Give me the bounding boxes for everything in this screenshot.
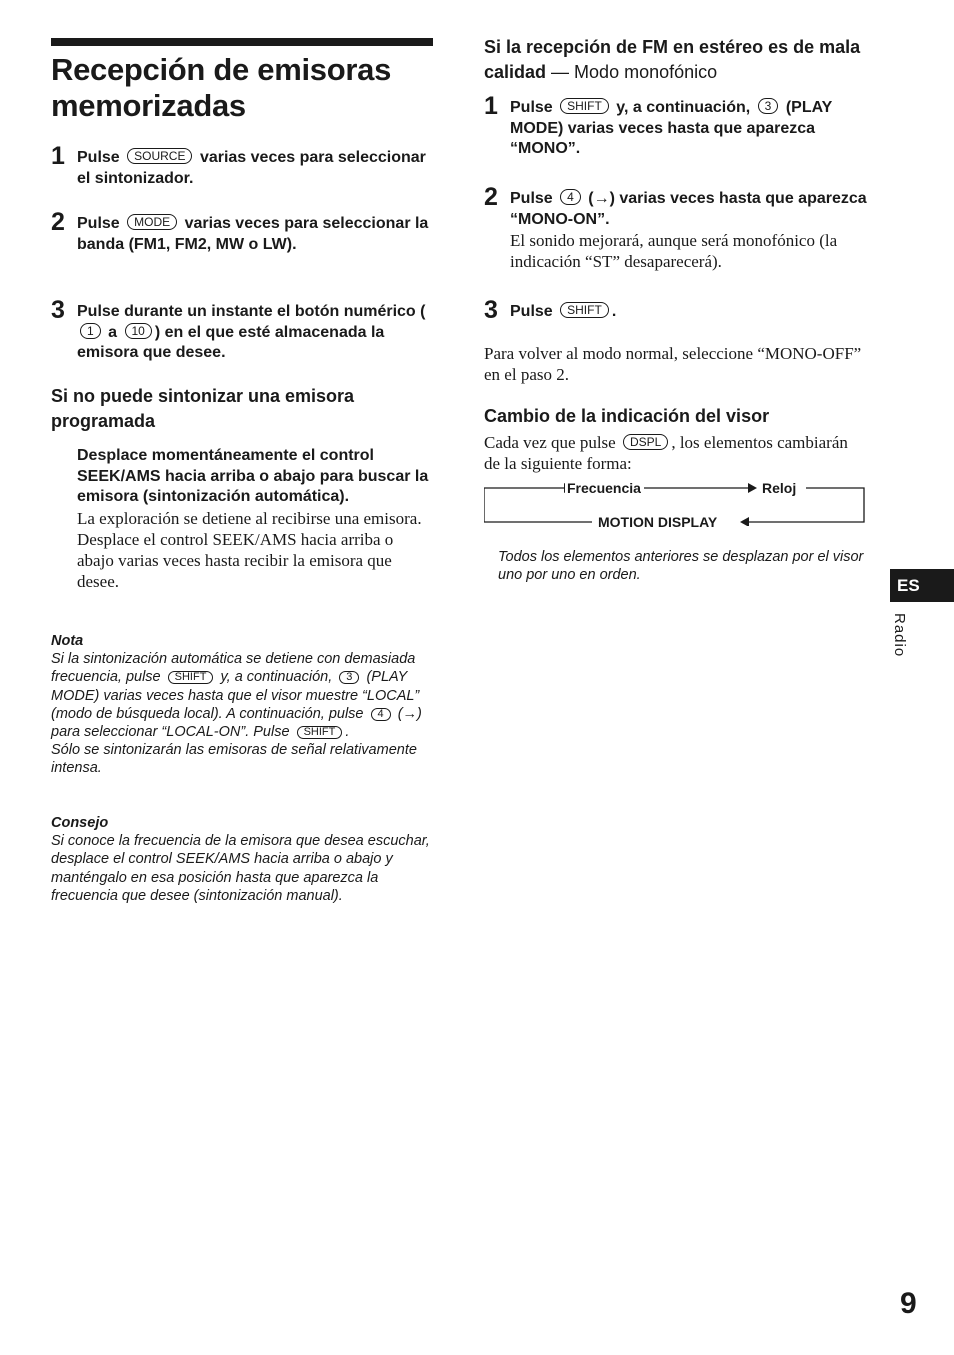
left-step-1 <box>51 142 433 189</box>
step-number: 1 <box>51 142 65 170</box>
step-number: 1 <box>484 92 498 120</box>
seek-instructions <box>51 446 433 592</box>
page-number: 9 <box>900 1287 917 1320</box>
seek-subheading: Si no puede sintonizar una emisora programada <box>51 386 355 431</box>
shift-key: SHIFT <box>297 726 343 739</box>
step-number: 2 <box>51 208 65 236</box>
key-3: 3 <box>339 671 359 684</box>
page-title: Recepción de emisoras memorizadas <box>51 52 392 123</box>
display-heading: Cambio de la indicación del visor <box>484 406 770 426</box>
step-text: Pulse <box>77 149 120 166</box>
right-step-1: 1 Pulse SHIFT y, a continuación, 3 (PLAY MODE) varias veces hasta que aparezca “MONO”. <box>484 92 833 157</box>
left-step-3 <box>51 296 433 364</box>
consejo-label: Consejo <box>51 815 109 831</box>
section-label <box>884 613 910 683</box>
diagram-reloj: Reloj <box>762 480 797 496</box>
display-cycle-diagram <box>484 478 868 530</box>
key-3: 3 <box>758 98 779 114</box>
arrow-left-icon <box>740 517 749 526</box>
step-number: 3 <box>484 296 498 324</box>
section-label-text: Radio <box>891 613 908 658</box>
right-step-3: 3 Pulse SHIFT . <box>484 296 617 324</box>
step-number: 3 <box>51 296 65 324</box>
mono-heading: Si la recepción de FM en estéreo es de mala calidad — Modo monofónico <box>484 37 861 82</box>
step-text: Pulse <box>77 215 120 232</box>
consejo-block <box>51 814 433 905</box>
nota-text: Si la sintonización automática se detiene con demasiada frecuencia, pulse SHIFT y, a continuación, 3 (PLAY MODE) varias veces hasta que el visor muestre “LOCAL” (modo de búsqueda local). A continuación, pulse 4 (→) para seleccionar “LOCAL-ON”. Pulse SHIFT . <box>51 651 422 741</box>
key-10: 10 <box>125 323 152 339</box>
nota-block <box>51 632 433 778</box>
shift-key: SHIFT <box>560 98 609 114</box>
step-text: Pulse durante un instante el botón numérico ( <box>77 303 426 320</box>
mode-key: MODE <box>127 214 177 230</box>
nota-text-2: Sólo se sintonizarán las emisoras de señal relativamente intensa. <box>51 742 417 777</box>
key-4: 4 <box>560 189 581 205</box>
right-step-2: 2 Pulse 4 (→) varias veces hasta que aparezca “MONO-ON”. El sonido mejorará, aunque será monofónico (la indicación “ST” desaparecerá). <box>484 183 867 271</box>
title-rule <box>51 38 433 46</box>
diagram-frecuencia: Frecuencia <box>567 480 641 496</box>
source-key: SOURCE <box>127 148 192 164</box>
dspl-key: DSPL <box>623 434 668 450</box>
diagram-note: Todos los elementos anteriores se desplazan por el visor uno por uno en orden. <box>498 549 864 584</box>
step-text: a <box>108 323 118 341</box>
left-step-2 <box>51 208 433 255</box>
key-1: 1 <box>80 323 101 339</box>
step-text: varias veces para seleccionar el sintonizador. <box>77 149 426 187</box>
seek-bold-text: Desplace momentáneamente el control SEEK/AMS hacia arriba o abajo para buscar la emisora (sintonización automática). <box>77 447 429 505</box>
step-note: El sonido mejorará, aunque será monofónico (la indicación “ST” desaparecerá). <box>510 231 838 271</box>
language-tab: ES <box>890 569 954 602</box>
display-text: Cada vez que pulse DSPL , los elementos cambiarán de la siguiente forma: <box>484 433 848 473</box>
step-text: ) en el que esté almacenada la emisora que desee. <box>77 323 385 361</box>
arrow-right-icon <box>748 483 757 493</box>
return-text: Para volver al modo normal, seleccione “MONO-OFF” en el paso 2. <box>484 344 862 384</box>
shift-key: SHIFT <box>560 302 609 318</box>
nota-label: Nota <box>51 633 84 649</box>
step-text: varias veces para seleccionar la banda (FM1, FM2, MW o LW). <box>77 215 429 253</box>
diagram-motion-display: MOTION DISPLAY <box>598 514 718 530</box>
seek-body-text: La exploración se detiene al recibirse una emisora. Desplace el control SEEK/AMS hacia arriba o abajo varias veces hasta recibir la emisora que desee. <box>77 508 422 591</box>
step-number: 2 <box>484 183 498 211</box>
key-4: 4 <box>371 708 391 721</box>
consejo-text: Si conoce la frecuencia de la emisora que desea escuchar, desplace el control SEEK/AMS hacia arriba o abajo y manténgalo en esa posición hasta que aparezca la frecuencia que desee (sintonización manual). <box>51 833 430 904</box>
shift-key: SHIFT <box>168 671 214 684</box>
